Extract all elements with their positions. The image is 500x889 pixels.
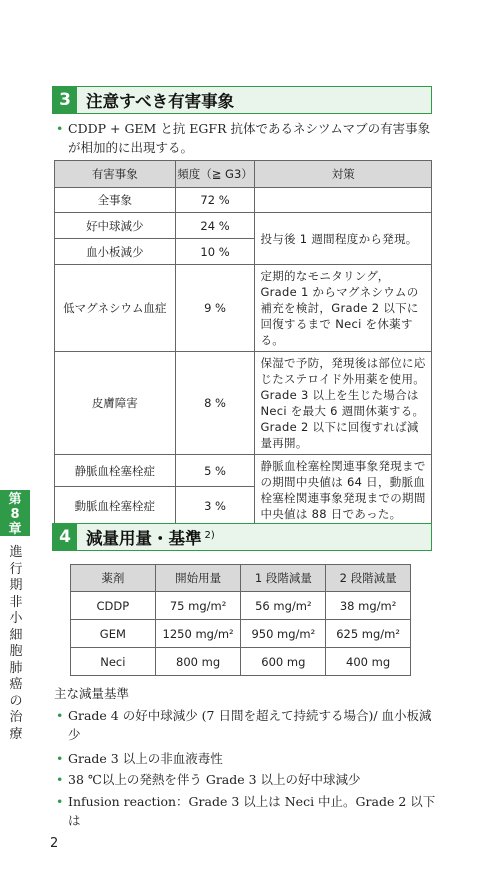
bullet-dot-icon: • (56, 121, 64, 136)
measure-cell: 投与後 1 週間程度から発現。 (255, 213, 432, 265)
chapter-prefix: 第 (8, 492, 22, 507)
section-3-header (52, 86, 432, 114)
event-cell: 好中球減少 (55, 213, 176, 239)
freq-cell: 72 % (175, 188, 255, 213)
criteria-item (56, 770, 436, 789)
measure-cell: 定期的なモニタリング，Grade 1 からマグネシウムの補充を検討，Grade 2 以下に回復するまで Neci を休薬する。 (255, 265, 432, 352)
header-step2: 2 段階減量 (326, 565, 411, 592)
freq-cell: 24 % (175, 213, 255, 239)
freq-cell: 3 % (175, 487, 255, 526)
header-frequency: 頻度（≧ G3） (175, 161, 255, 188)
bullet-dot-icon: • (56, 794, 64, 809)
adverse-events-table (54, 160, 432, 526)
chapter-tab (0, 490, 30, 536)
header-event: 有害事象 (55, 161, 176, 188)
table-header-row (55, 161, 432, 188)
dose-cell: 38 mg/m² (326, 592, 411, 620)
dose-cell: 600 mg (241, 648, 326, 676)
event-cell: 全事象 (55, 188, 176, 213)
bullet-dot-icon: • (56, 772, 64, 787)
dose-cell: 625 mg/m² (326, 620, 411, 648)
intro-bullet (56, 119, 436, 157)
table-row (55, 213, 432, 239)
drug-cell: Neci (71, 648, 156, 676)
measure-cell-empty (255, 188, 432, 213)
section-number: 3 (53, 87, 77, 113)
event-cell: 皮膚障害 (55, 352, 176, 455)
dose-cell: 950 mg/m² (241, 620, 326, 648)
header-step1: 1 段階減量 (241, 565, 326, 592)
freq-cell: 10 % (175, 239, 255, 265)
criteria-text: 38 ℃以上の発熱を伴う Grade 3 以上の好中球減少 (68, 772, 361, 787)
table-row (55, 188, 432, 213)
dose-reduction-table (70, 564, 411, 676)
drug-cell: GEM (71, 620, 156, 648)
reference-mark: 2) (204, 529, 215, 541)
freq-cell: 8 % (175, 352, 255, 455)
chapter-suffix: 章 (8, 522, 22, 537)
section-number: 4 (53, 524, 77, 550)
table-row (71, 620, 411, 648)
table-row (55, 352, 432, 455)
header-measure: 対策 (255, 161, 432, 188)
table-row (71, 648, 411, 676)
section-title-text: 減量用量・基準 (86, 529, 202, 548)
table-row (71, 592, 411, 620)
drug-cell: CDDP (71, 592, 156, 620)
freq-cell: 9 % (175, 265, 255, 352)
section-title: 注意すべき有害事象 (86, 92, 235, 111)
bullet-dot-icon: • (56, 708, 64, 723)
freq-cell: 5 % (175, 455, 255, 487)
header-start-dose: 開始用量 (155, 565, 241, 592)
event-cell: 静脈血栓塞栓症 (55, 455, 176, 487)
criteria-item (56, 792, 436, 830)
criteria-item (56, 706, 436, 744)
measure-cell: 静脈血栓塞栓関連事象発現までの期間中央値は 64 日，動脈血栓塞栓関連事象発現までの期間中央値は 88 日であった。 (255, 455, 432, 526)
chapter-title-vertical: 進行期非小細胞肺癌の治療 (9, 545, 23, 742)
page-number: 2 (50, 836, 59, 851)
chapter-number: 8 (10, 507, 20, 522)
table-row (55, 265, 432, 352)
dose-cell: 400 mg (326, 648, 411, 676)
dose-cell: 56 mg/m² (241, 592, 326, 620)
criteria-item (56, 749, 436, 768)
dose-cell: 800 mg (155, 648, 241, 676)
criteria-text: Infusion reaction：Grade 3 以上は Neci 中止。Grade 2 以下は (68, 794, 436, 828)
table-row (55, 455, 432, 487)
dose-cell: 75 mg/m² (155, 592, 241, 620)
event-cell: 動脈血栓塞栓症 (55, 487, 176, 526)
table-header-row (71, 565, 411, 592)
section-4-header (52, 523, 432, 551)
dose-cell: 1250 mg/m² (155, 620, 241, 648)
bullet-dot-icon: • (56, 751, 64, 766)
header-drug: 薬剤 (71, 565, 156, 592)
event-cell: 低マグネシウム血症 (55, 265, 176, 352)
measure-cell: 保湿で予防，発現後は部位に応じたステロイド外用薬を使用。Grade 3 以上を生じた場合は Neci を最大 6 週間休薬する。Grade 2 以下に回復すれば減量再開。 (255, 352, 432, 455)
criteria-heading: 主な減量基準 (54, 686, 130, 701)
event-cell: 血小板減少 (55, 239, 176, 265)
criteria-text: Grade 4 の好中球減少 (7 日間を超えて持続する場合)/ 血小板減少 (68, 708, 432, 742)
intro-text: CDDP + GEM と抗 EGFR 抗体であるネシツムマブの有害事象が相加的に出現する。 (68, 121, 431, 155)
section-title (86, 525, 215, 549)
criteria-text: Grade 3 以上の非血液毒性 (68, 751, 223, 766)
